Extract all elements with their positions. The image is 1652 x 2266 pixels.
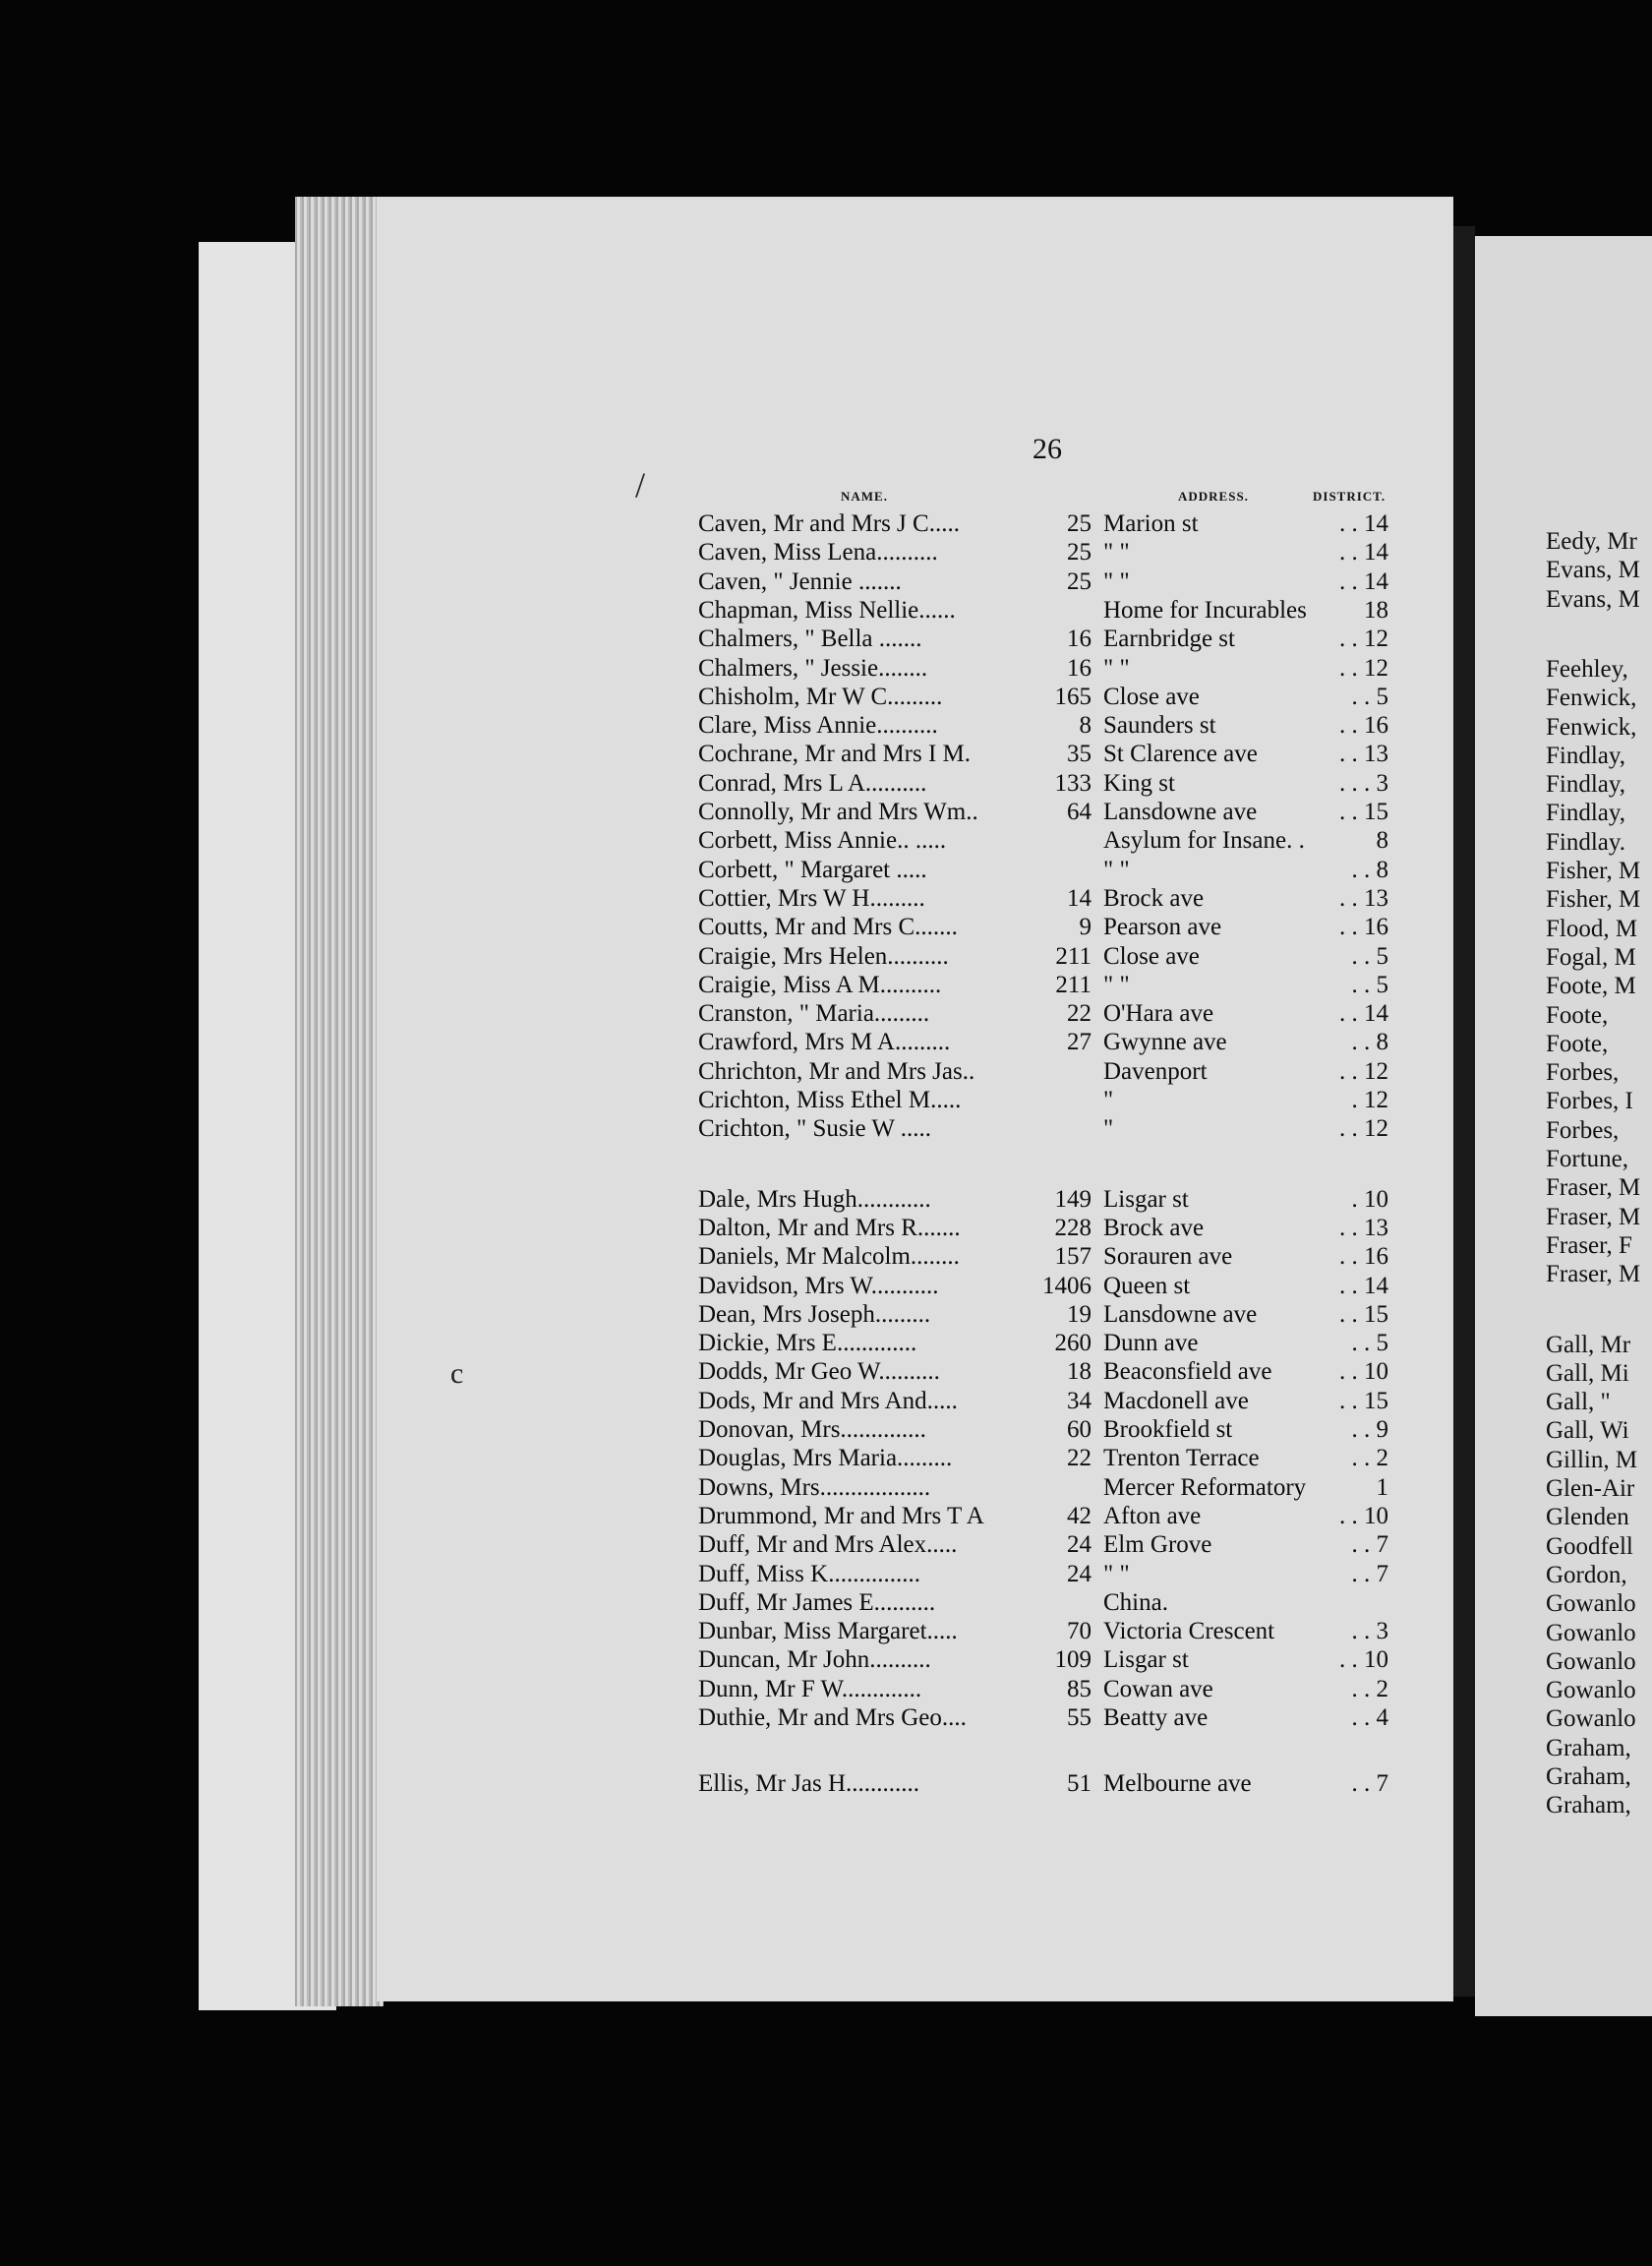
directory-entry <box>0 625 1652 653</box>
entry-district: . . 12 <box>1339 1057 1388 1085</box>
entry-district: . . 2 <box>1351 1675 1388 1702</box>
entry-name: Chrichton, Mr and Mrs Jas.. <box>698 1057 975 1085</box>
entry-number: 25 <box>1067 567 1092 595</box>
directory-entry <box>0 1415 1652 1444</box>
entry-number: 22 <box>1067 1445 1092 1472</box>
entry-district: . . 5 <box>1351 942 1388 970</box>
entry-name: Coutts, Mr and Mrs C....... <box>698 914 958 941</box>
directory-entry <box>0 711 1652 740</box>
entry-name: Conrad, Mrs L A.......... <box>698 769 927 797</box>
directory-entry <box>0 1530 1652 1559</box>
right-page-entry: Gowanlo <box>1546 1647 1636 1675</box>
entry-name: Chapman, Miss Nellie...... <box>698 596 956 624</box>
right-page-entry: Gillin, M <box>1546 1446 1638 1473</box>
entry-district: . . 9 <box>1351 1416 1388 1443</box>
entry-address: " " <box>1103 1560 1130 1587</box>
right-page-entry: Graham, <box>1546 1792 1631 1819</box>
entry-address: " " <box>1103 567 1130 595</box>
entry-name: Crichton, " Susie W ..... <box>698 1115 932 1143</box>
header-district: DISTRICT. <box>1313 489 1386 504</box>
right-page-entry: Findlay, <box>1546 800 1626 827</box>
right-page-entry: Fortune, <box>1546 1146 1629 1172</box>
entry-address: Cowan ave <box>1103 1675 1213 1702</box>
entry-name: Corbett, Miss Annie.. ..... <box>698 827 947 855</box>
entry-address: Mercer Reformatory <box>1103 1473 1307 1501</box>
right-page-entry: Goodfell <box>1546 1532 1633 1560</box>
entry-name: Davidson, Mrs W........... <box>698 1272 939 1299</box>
right-page-entry: Fraser, F <box>1546 1231 1632 1259</box>
directory-entry <box>0 1114 1652 1143</box>
entry-district: . . 12 <box>1339 1115 1388 1143</box>
margin-mark: c <box>450 1357 464 1390</box>
entry-number: 211 <box>1055 942 1092 970</box>
entry-name: Ellis, Mr Jas H............ <box>698 1770 919 1798</box>
entry-name: Drummond, Mr and Mrs T A <box>698 1502 984 1529</box>
entry-name: Chisholm, Mr W C......... <box>698 683 943 710</box>
entry-district: . . 13 <box>1339 1214 1388 1241</box>
entry-name: Duff, Miss K............... <box>698 1560 920 1587</box>
entry-name: Caven, Mr and Mrs J C..... <box>698 510 960 537</box>
entry-number: 42 <box>1067 1502 1092 1529</box>
entry-district: . . 7 <box>1351 1531 1388 1559</box>
entry-name: Dean, Mrs Joseph......... <box>698 1300 931 1328</box>
entry-address: Lansdowne ave <box>1103 1300 1258 1328</box>
entry-address: Beatty ave <box>1103 1704 1209 1731</box>
entry-district: 1 <box>1376 1473 1388 1501</box>
entry-number: 60 <box>1067 1416 1092 1443</box>
entry-name: Dunn, Mr F W............. <box>698 1675 922 1702</box>
directory-entry <box>0 1387 1652 1415</box>
right-page-entry: Graham, <box>1546 1734 1631 1761</box>
directory-entry <box>0 683 1652 711</box>
entry-number: 16 <box>1067 654 1092 682</box>
entry-address: Earnbridge st <box>1103 626 1235 653</box>
directory-entry <box>0 1300 1652 1329</box>
right-page-entry: Foote, M <box>1546 973 1636 1000</box>
right-page-entry: Graham, <box>1546 1763 1631 1790</box>
directory-entry <box>0 826 1652 855</box>
directory-entry <box>0 1675 1652 1703</box>
entry-district: . . 12 <box>1339 654 1388 682</box>
entry-district: . . 10 <box>1339 1646 1388 1674</box>
directory-entry <box>0 913 1652 941</box>
right-page-entry: Findlay, <box>1546 742 1626 769</box>
entry-address: Home for Incurables <box>1103 596 1307 624</box>
directory-entry <box>0 798 1652 826</box>
entry-district: . . 12 <box>1339 626 1388 653</box>
directory-entry <box>0 509 1652 538</box>
directory-entry <box>0 856 1652 884</box>
entry-district: . . 5 <box>1351 1330 1388 1357</box>
entry-number: 19 <box>1067 1300 1092 1328</box>
entry-address: St Clarence ave <box>1103 741 1258 768</box>
entry-name: Douglas, Mrs Maria......... <box>698 1445 953 1472</box>
entry-address: Asylum for Insane. . <box>1103 827 1305 855</box>
entry-address: Davenport <box>1103 1057 1208 1085</box>
directory-entry <box>0 1769 1652 1798</box>
entry-district: . . 5 <box>1351 971 1388 998</box>
entry-number: 85 <box>1067 1675 1092 1702</box>
entry-name: Donovan, Mrs.............. <box>698 1416 926 1443</box>
entry-name: Crichton, Miss Ethel M..... <box>698 1087 962 1113</box>
entry-district: . . 3 <box>1351 1618 1388 1645</box>
entry-name: Dalton, Mr and Mrs R....... <box>698 1214 961 1241</box>
entry-address: China. <box>1103 1588 1168 1616</box>
entry-address: Queen st <box>1103 1272 1191 1299</box>
entry-name: Duff, Mr and Mrs Alex..... <box>698 1531 958 1559</box>
entry-name: Duthie, Mr and Mrs Geo.... <box>698 1704 967 1731</box>
entry-number: 1406 <box>1042 1272 1092 1299</box>
entry-address: Elm Grove <box>1103 1531 1212 1559</box>
entry-address: Marion st <box>1103 510 1199 537</box>
entry-number: 25 <box>1067 510 1092 537</box>
entry-name: Duncan, Mr John.......... <box>698 1646 931 1674</box>
right-page-entry: Fisher, M <box>1546 858 1641 884</box>
directory-entry <box>0 1502 1652 1530</box>
entry-district: . . 15 <box>1339 799 1388 825</box>
entry-district: . . 10 <box>1339 1358 1388 1386</box>
entry-address: O'Hara ave <box>1103 1000 1214 1028</box>
directory-entry <box>0 538 1652 566</box>
entry-district: . . 10 <box>1339 1502 1388 1529</box>
entry-name: Craigie, Mrs Helen.......... <box>698 942 949 970</box>
entry-address: Lisgar st <box>1103 1185 1189 1213</box>
directory-entry <box>0 1357 1652 1386</box>
entry-name: Caven, Miss Lena.......... <box>698 539 938 566</box>
entry-district: . . . 3 <box>1339 769 1388 797</box>
entry-district: . . 4 <box>1351 1704 1388 1731</box>
entry-address: " " <box>1103 856 1130 883</box>
entry-address: Close ave <box>1103 942 1200 970</box>
directory-entry <box>0 1057 1652 1086</box>
directory-entry <box>0 1242 1652 1271</box>
entry-number: 70 <box>1067 1618 1092 1645</box>
entry-address: Sorauren ave <box>1103 1243 1233 1271</box>
entry-address: " <box>1103 1115 1114 1143</box>
header-address: ADDRESS. <box>1178 489 1249 504</box>
page-number: 26 <box>1032 433 1062 465</box>
entry-district: . . 14 <box>1339 1000 1388 1028</box>
right-page-entry: Gall, Mr <box>1546 1331 1631 1358</box>
right-page-entry: Feehley, <box>1546 655 1628 683</box>
right-page-entry: Forbes, <box>1546 1059 1620 1087</box>
entry-address: " " <box>1103 654 1130 682</box>
entry-address: " <box>1103 1087 1114 1113</box>
entry-number: 22 <box>1067 1000 1092 1028</box>
entry-district: . . 8 <box>1351 1029 1388 1056</box>
entry-address: Saunders st <box>1103 712 1216 740</box>
directory-entry <box>0 1329 1652 1357</box>
directory-entry <box>0 596 1652 625</box>
entry-address: Brock ave <box>1103 884 1205 912</box>
right-page-entry: Evans, M <box>1546 585 1640 613</box>
entry-address: Trenton Terrace <box>1103 1445 1260 1472</box>
entry-district: 8 <box>1376 827 1388 855</box>
right-page-entry: Fraser, M <box>1546 1174 1641 1202</box>
entry-name: Craigie, Miss A M.......... <box>698 971 942 998</box>
entry-district: . . 7 <box>1351 1560 1388 1587</box>
directory-entry <box>0 884 1652 913</box>
right-page-entry: Fenwick, <box>1546 685 1637 712</box>
entry-number: 55 <box>1067 1704 1092 1731</box>
entry-number: 35 <box>1067 741 1092 768</box>
right-page-entry: Gall, Wi <box>1546 1417 1629 1445</box>
directory-entry <box>0 769 1652 798</box>
directory-entry <box>0 1028 1652 1056</box>
entry-number: 24 <box>1067 1531 1092 1559</box>
entry-number: 260 <box>1054 1330 1092 1357</box>
entry-district: . 12 <box>1351 1087 1388 1113</box>
entry-number: 9 <box>1079 914 1092 941</box>
right-page-entry: Evans, M <box>1546 557 1640 584</box>
right-page-entry: Findlay. <box>1546 828 1626 856</box>
entry-number: 228 <box>1054 1214 1092 1241</box>
entry-number: 14 <box>1067 884 1092 912</box>
entry-number: 64 <box>1067 799 1092 825</box>
entry-district: . . 5 <box>1351 683 1388 710</box>
entry-address: Gwynne ave <box>1103 1029 1227 1056</box>
directory-entry <box>0 1645 1652 1674</box>
entry-name: Cochrane, Mr and Mrs I M. <box>698 741 972 768</box>
entry-district: . . 16 <box>1339 1243 1388 1271</box>
directory-entry <box>0 1272 1652 1300</box>
entry-address: Melbourne ave <box>1103 1770 1252 1798</box>
entry-number: 133 <box>1054 769 1092 797</box>
entry-district: . . 15 <box>1339 1387 1388 1414</box>
entry-district: . . 13 <box>1339 741 1388 768</box>
entry-district: . . 15 <box>1339 1300 1388 1328</box>
entry-address: Pearson ave <box>1103 914 1222 941</box>
right-page-entry: Gordon, <box>1546 1561 1627 1588</box>
directory-entry <box>0 1560 1652 1588</box>
right-page-entry: Findlay, <box>1546 771 1626 799</box>
entry-name: Crawford, Mrs M A......... <box>698 1029 951 1056</box>
entry-name: Cranston, " Maria......... <box>698 1000 930 1028</box>
right-page-entry: Forbes, I <box>1546 1088 1633 1115</box>
right-page-entry: Gowanlo <box>1546 1705 1636 1733</box>
directory-entry <box>0 1444 1652 1472</box>
right-page-entry: Gowanlo <box>1546 1590 1636 1618</box>
entry-name: Corbett, " Margaret ..... <box>698 856 927 883</box>
entry-district: . . 14 <box>1339 1272 1388 1299</box>
entry-district: . . 2 <box>1351 1445 1388 1472</box>
entry-name: Clare, Miss Annie.......... <box>698 712 938 740</box>
entry-address: Afton ave <box>1103 1502 1202 1529</box>
header-name: NAME. <box>841 489 888 504</box>
right-page-entry: Glenden <box>1546 1504 1629 1531</box>
directory-entry <box>0 654 1652 683</box>
entry-district: . . 14 <box>1339 567 1388 595</box>
right-page-entry: Gall, Mi <box>1546 1359 1629 1387</box>
entry-number: 157 <box>1054 1243 1092 1271</box>
directory-entry <box>0 567 1652 596</box>
directory-entry <box>0 999 1652 1028</box>
entry-district: . . 16 <box>1339 914 1388 941</box>
entry-address: Dunn ave <box>1103 1330 1199 1357</box>
entry-name: Dods, Mr and Mrs And..... <box>698 1387 958 1414</box>
entry-number: 34 <box>1067 1387 1092 1414</box>
entry-address: " " <box>1103 971 1130 998</box>
entry-address: Brookfield st <box>1103 1416 1233 1443</box>
right-page-entry: Forbes, <box>1546 1116 1620 1144</box>
entry-number: 165 <box>1054 683 1092 710</box>
right-page-entry: Fogal, M <box>1546 943 1636 971</box>
entry-district: . . 7 <box>1351 1770 1388 1798</box>
margin-mark: / <box>635 465 646 505</box>
right-page-entry: Gowanlo <box>1546 1619 1636 1646</box>
entry-name: Chalmers, " Jessie........ <box>698 654 928 682</box>
entry-number: 27 <box>1067 1029 1092 1056</box>
entry-name: Downs, Mrs.................. <box>698 1473 931 1501</box>
entry-name: Dunbar, Miss Margaret..... <box>698 1618 958 1645</box>
entry-district: . . 16 <box>1339 712 1388 740</box>
entry-name: Dale, Mrs Hugh............ <box>698 1185 931 1213</box>
entry-address: Macdonell ave <box>1103 1387 1249 1414</box>
directory-entry <box>0 1617 1652 1645</box>
right-page-entry: Fraser, M <box>1546 1261 1641 1288</box>
entry-name: Daniels, Mr Malcolm........ <box>698 1243 960 1271</box>
right-page-entry: Foote, <box>1546 1030 1609 1057</box>
entry-name: Caven, " Jennie ....... <box>698 567 902 595</box>
entry-name: Cottier, Mrs W H......... <box>698 884 925 912</box>
entry-address: King st <box>1103 769 1175 797</box>
right-page-entry: Glen-Air <box>1546 1475 1635 1502</box>
entry-number: 18 <box>1067 1358 1092 1386</box>
entry-name: Chalmers, " Bella ....... <box>698 626 922 653</box>
entry-district: . . 14 <box>1339 539 1388 566</box>
right-page-entry: Fisher, M <box>1546 886 1641 914</box>
entry-name: Duff, Mr James E.......... <box>698 1588 936 1616</box>
right-page-entry: Gowanlo <box>1546 1677 1636 1704</box>
entry-district: . . 13 <box>1339 884 1388 912</box>
entry-name: Dodds, Mr Geo W.......... <box>698 1358 940 1386</box>
directory-entry <box>0 971 1652 999</box>
entry-number: 24 <box>1067 1560 1092 1587</box>
entry-number: 25 <box>1067 539 1092 566</box>
entry-number: 149 <box>1054 1185 1092 1213</box>
entry-address: Close ave <box>1103 683 1200 710</box>
directory-entry <box>0 1086 1652 1114</box>
directory-entry <box>0 1588 1652 1617</box>
directory-entry <box>0 740 1652 768</box>
entry-name: Dickie, Mrs E............. <box>698 1330 917 1357</box>
entry-address: Lansdowne ave <box>1103 799 1258 825</box>
directory-entry <box>0 1703 1652 1732</box>
entry-address: Lisgar st <box>1103 1646 1189 1674</box>
directory-entry <box>0 1214 1652 1242</box>
directory-entry <box>0 1473 1652 1502</box>
right-page-entry: Flood, M <box>1546 915 1638 942</box>
right-page-entry: Foote, <box>1546 1001 1609 1029</box>
right-page-entry: Fenwick, <box>1546 713 1637 741</box>
entry-address: Beaconsfield ave <box>1103 1358 1272 1386</box>
directory-entry <box>0 1185 1652 1214</box>
entry-address: Victoria Crescent <box>1103 1618 1275 1645</box>
entry-number: 109 <box>1054 1646 1092 1674</box>
directory-entry <box>0 942 1652 971</box>
entry-district: . 10 <box>1351 1185 1388 1213</box>
entry-district: . . 8 <box>1351 856 1388 883</box>
right-page-entry: Gall, " <box>1546 1389 1611 1416</box>
entry-number: 51 <box>1067 1770 1092 1798</box>
entry-number: 16 <box>1067 626 1092 653</box>
entry-district: . . 14 <box>1339 510 1388 537</box>
right-page-entry: Fraser, M <box>1546 1203 1641 1230</box>
entry-name: Connolly, Mr and Mrs Wm.. <box>698 799 978 825</box>
entry-district: 18 <box>1364 596 1388 624</box>
entry-address: " " <box>1103 539 1130 566</box>
entry-number: 8 <box>1079 712 1092 740</box>
right-page-entry: Eedy, Mr <box>1546 528 1637 555</box>
entry-number: 211 <box>1055 971 1092 998</box>
entry-address: Brock ave <box>1103 1214 1205 1241</box>
